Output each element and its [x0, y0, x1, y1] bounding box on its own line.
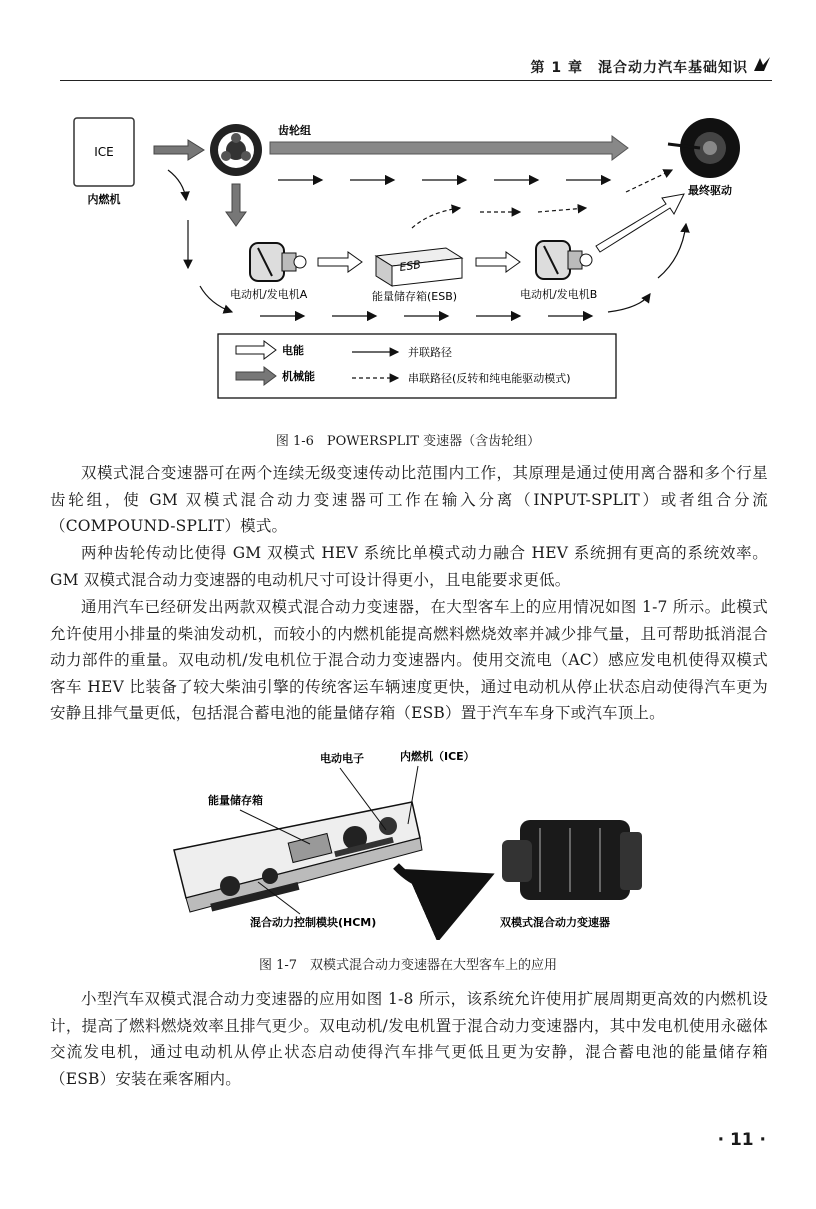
legend-parallel-label: 并联路径 [408, 346, 452, 359]
mg-a-label: 电动机/发电机A [230, 288, 308, 301]
header-chapter: 第 1 章 [530, 60, 583, 76]
gearset-icon [210, 124, 262, 176]
paragraph-4: 小型汽车双模式混合动力变速器的应用如图 1-8 所示，该系统允许使用扩展周期更高效的内燃机设计，提高了燃料燃烧效率且排气更少。双电动机/发电机置于混合动力变速器内，其中发电机使用永磁体交流发电机，通过电动机从停止状态启动使得汽车排气更低且更为安静，混合蓄电池的能量储存箱（ESB）安装在乘客厢内。 [50, 990, 768, 1088]
figure-1-7-caption: 图 1-7 双模式混合动力变速器在大型客车上的应用 [258, 958, 558, 973]
label-power-electronics: 电动电子 [320, 752, 364, 765]
figure-1-7-bus-diagram [150, 740, 670, 940]
series-path-upper-right [538, 208, 586, 212]
mech-arrow-gear-down [226, 184, 246, 226]
legend-mechanical-label: 机械能 [282, 370, 315, 383]
legend-box [218, 334, 616, 398]
bus-chassis-illustration [174, 802, 422, 912]
esb-label: 能量储存箱(ESB) [372, 290, 458, 303]
series-path-upper [412, 208, 460, 228]
figure-1-6-caption: 图 1-6 POWERSPLIT 变速器（含齿轮组） [275, 434, 541, 449]
label-hcm: 混合动力控制模块(HCM) [250, 916, 377, 929]
mech-arrow-ice-gear [154, 140, 204, 160]
label-ice: 内燃机（ICE） [400, 750, 475, 763]
elec-arrow-a-esb [318, 252, 362, 272]
book-logo-icon [752, 55, 772, 73]
paragraph-3: 通用汽车已经研发出两款双模式混合动力变速器，在大型客车上的应用情况如图 1-7 所示。此模式允许使用小排量的柴油发动机，而较小的内燃机能提高燃料燃烧效率并减少排气量，且可帮助抵消混合动力部件的重量。双电动机/发电机位于混合动力变速器内。使用交流电（AC）感应发电机使得双模式客车 HEV 比装备了较大柴油引擎的传统客运车辆速度更快，通过电动机从停止状态启动使得汽车更为安静且排气量更低，包括混合蓄电池的能量储存箱（ESB）置于汽车车身下或汽车顶上。 [50, 598, 768, 722]
motor-generator-a-icon [250, 243, 306, 281]
elec-arrow-esb-b [476, 252, 520, 272]
label-transmission: 双模式混合动力变速器 [500, 916, 610, 929]
curve-arrow-ice [168, 170, 186, 200]
arrow-to-transmission [396, 866, 480, 888]
final-drive-icon [668, 118, 740, 178]
page-number: · 11 · [717, 1130, 766, 1150]
transmission-illustration [502, 820, 642, 900]
ice-box-label: ICE [94, 145, 114, 159]
elec-arrow-b-final [596, 194, 684, 252]
legend-series-label: 串联路径(反转和纯电能驱动模式) [408, 372, 571, 385]
esb-box-text: ESB [398, 258, 422, 274]
curve-arrow-right-bottom [608, 294, 650, 312]
mg-b-label: 电动机/发电机B [520, 288, 598, 301]
motor-generator-b-icon [536, 241, 592, 279]
paragraph-2: 两种齿轮传动比使得 GM 双模式 HEV 系统比单模式动力融合 HEV 系统拥有更高的系统效率。GM 双模式混合动力变速器的电动机尺寸可设计得更小，且电能要求更低。 [50, 544, 768, 589]
header-chapter-title [531, 57, 749, 77]
mech-arrow-gear-final [270, 136, 628, 160]
paragraph-1: 双模式混合变速器可在两个连续无级变速传动比范围内工作，其原理是通过使用离合器和多个行星齿轮组，使 GM 双模式混合动力变速器可工作在输入分离（INPUT-SPLIT）或者组合分流（COMPOUND-SPLIT）模式。 [50, 464, 768, 535]
ice-label: 内燃机 [87, 193, 121, 206]
series-path-to-final [626, 170, 672, 192]
gearset-label: 齿轮组 [278, 124, 311, 137]
legend-electric-label: 电能 [282, 344, 304, 357]
figure-1-6-powersplit-diagram [60, 108, 760, 408]
header-title: 混合动力汽车基础知识 [598, 60, 748, 76]
esb-box-icon [376, 248, 462, 286]
curve-arrow-b-final [658, 224, 686, 278]
running-header [60, 52, 772, 81]
curve-arrow-left-bottom [200, 286, 232, 312]
label-esb: 能量储存箱 [208, 794, 263, 807]
final-drive-label: 最终驱动 [688, 184, 732, 197]
